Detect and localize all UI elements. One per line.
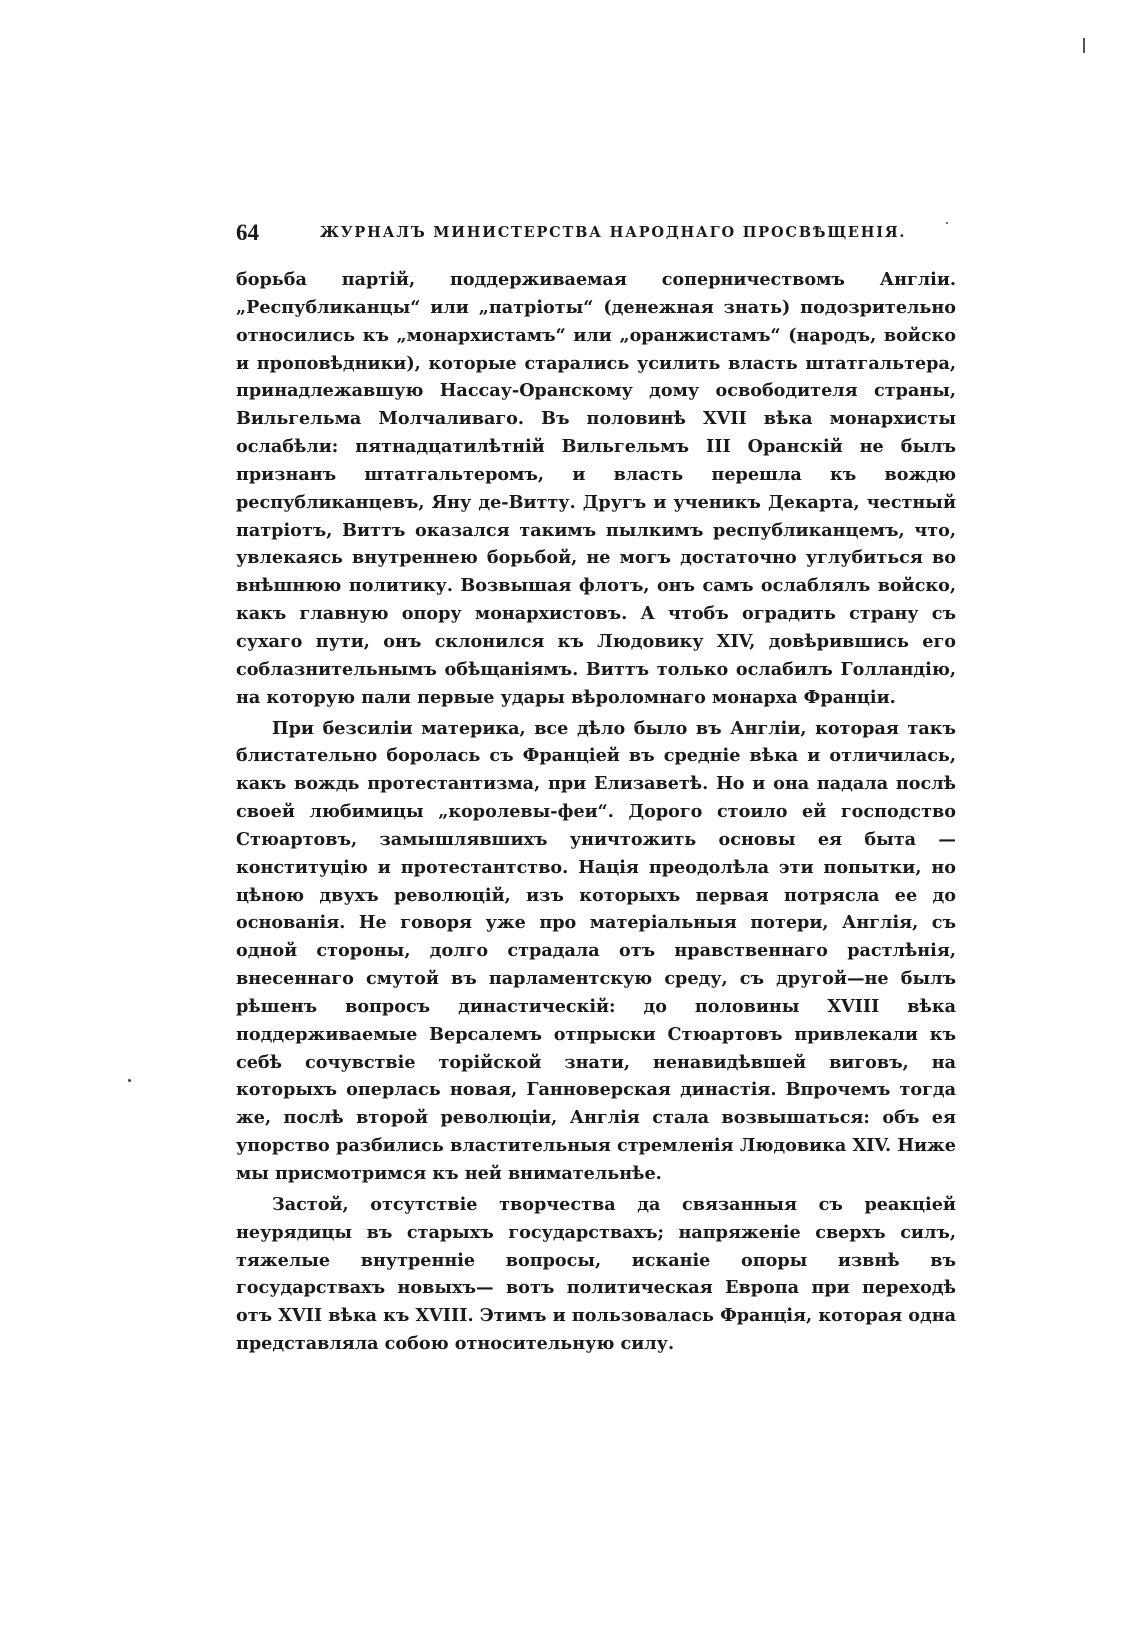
book-page bbox=[236, 0, 956, 1632]
scan-edge-mark bbox=[1083, 38, 1085, 53]
page-number: 64 bbox=[236, 220, 259, 245]
paragraph: Застой, отсутствіе творчества да связанныя съ реакціей неурядицы въ старыхъ государствахъ; напряженіе сверхъ силъ, тяжелые внутренніе вопросы, исканіе опоры извнѣ въ государствахъ новыхъ— вотъ политическая Европа при переходѣ отъ XVII вѣка къ XVIII. Этимъ и пользовалась Франція, которая одна представляла собою относительную силу. bbox=[236, 1193, 956, 1355]
page-body bbox=[236, 266, 956, 1358]
page-header bbox=[236, 216, 956, 250]
paragraph: При безсиліи материка, все дѣло было въ Англіи, которая такъ блистательно боролась съ Франціей въ средніе вѣка и отличилась, какъ вождь протестантизма, при Елизаветѣ. Но и она падала послѣ своей любимицы „королевы-феи“. Дорого стоило ей господство Стюартовъ, замышлявшихъ уничтожить основы ея быта — конституцію и протестантство. Нація преодолѣла эти попытки, но цѣною двухъ революцій, изъ которыхъ первая потрясла ее до основанія. Не говоря уже про матеріальныя потери, Англія, съ одной стороны, долго страдала отъ нравственнаго растлѣнія, внесеннаго смутой въ парламентскую среду, съ другой—не былъ рѣшенъ вопросъ династическій: до половины XVIII вѣка поддерживаемые Версалемъ отпрыски Стюартовъ привлекали къ себѣ сочувствіе торійской знати, ненавидѣвшей виговъ, на которыхъ оперлась новая, Ганноверская династія. Впрочемъ тогда же, послѣ второй революціи, Англія стала возвышаться: объ ея упорство разбились властительныя стремленія Людовика XIV. Ниже мы присмотримся къ ней внимательнѣе. bbox=[236, 717, 956, 1184]
running-title: ЖУРНАЛЪ МИНИСТЕРСТВА НАРОДНАГО ПРОСВѢЩЕНІЯ. bbox=[320, 224, 907, 241]
paragraph-continued: борьба партій, поддерживаемая соперничествомъ Англіи. „Республиканцы“ или „патріоты“ (денежная знать) подозрительно относились къ „монархистамъ“ или „оранжистамъ“ (народъ, войско и проповѣдники), которые старались усилить власть штатгальтера, принадлежавшую Нассау-Оранскому дому освободителя страны, Вильгельма Молчаливаго. Въ половинѣ XVII вѣка монархисты ослабѣли: пятнадцатилѣтній Вильгельмъ III Оранскій не былъ признанъ штатгальтеромъ, и власть перешла къ вождю республиканцевъ, Яну де-Витту. Другъ и ученикъ Декарта, честный патріотъ, Виттъ оказался такимъ пылкимъ республиканцемъ, что, увлекаясь внутреннею борьбой, не могъ достаточно углубиться во внѣшнюю политику. Возвышая флотъ, онъ самъ ослаблялъ войско, какъ главную опору монархистовъ. А чтобъ оградить страну съ сухаго пути, онъ склонился къ Людовику XIV, довѣрившись его соблазнительнымъ обѣщаніямъ. Виттъ только ослабилъ Голландію, на которую пали первые удары вѣроломнаго монарха Франціи. bbox=[236, 269, 956, 708]
scan-speck bbox=[128, 1079, 131, 1082]
